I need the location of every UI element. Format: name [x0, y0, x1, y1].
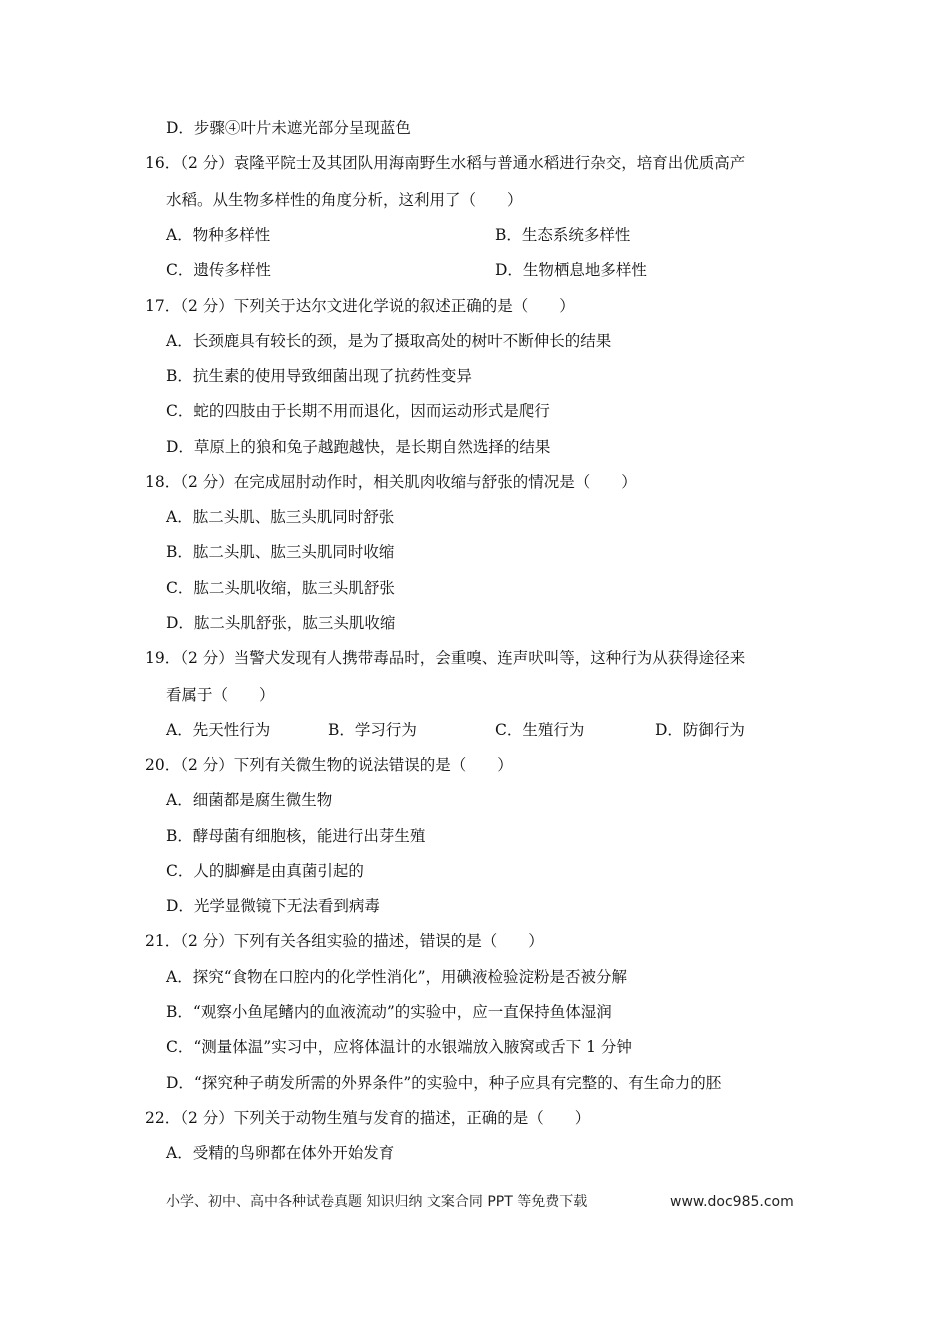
option-20-a: A．细菌都是腐生微生物: [166, 791, 333, 809]
option-19-c: C．生殖行为: [495, 721, 585, 739]
question-20-stem: 20．（2 分）下列有关微生物的说法错误的是（ ）: [145, 756, 513, 774]
option-19-a: A．先天性行为: [166, 721, 271, 739]
option-16-b: B．生态系统多样性: [495, 226, 631, 244]
option-17-a: A．长颈鹿具有较长的颈，是为了摄取高处的树叶不断伸长的结果: [166, 332, 612, 350]
question-22-stem: 22．（2 分）下列关于动物生殖与发育的描述，正确的是（ ）: [145, 1109, 591, 1127]
question-21-stem: 21．（2 分）下列有关各组实验的描述，错误的是（ ）: [145, 932, 544, 950]
option-20-b: B．酵母菌有细胞核，能进行出芽生殖: [166, 827, 426, 845]
option-16-a: A．物种多样性: [166, 226, 271, 244]
option-19-d: D．防御行为: [655, 721, 745, 739]
option-21-b: B．“观察小鱼尾鳍内的血液流动”的实验中，应一直保持鱼体湿润: [166, 1003, 612, 1021]
footer-url[interactable]: www.doc985.com: [670, 1194, 794, 1210]
option-20-c: C．人的脚癣是由真菌引起的: [166, 862, 364, 880]
option-18-b: B．肱二头肌、肱三头肌同时收缩: [166, 543, 395, 561]
question-18-stem: 18．（2 分）在完成屈肘动作时，相关肌肉收缩与舒张的情况是（ ）: [145, 473, 637, 491]
option-16-d: D．生物栖息地多样性: [495, 261, 647, 279]
option-20-d: D．光学显微镜下无法看到病毒: [166, 897, 380, 915]
question-19-stem-line1: 19．（2 分）当警犬发现有人携带毒品时，会重嗅、连声吠叫等，这种行为从获得途径来: [145, 649, 746, 667]
option-15-d: D．步骤④叶片未遮光部分呈现蓝色: [166, 119, 411, 137]
option-21-a: A．探究“食物在口腔内的化学性消化”，用碘液检验淀粉是否被分解: [166, 968, 628, 986]
option-17-c: C．蛇的四肢由于长期不用而退化，因而运动形式是爬行: [166, 402, 550, 420]
question-19-stem-line2: 看属于（ ）: [166, 686, 275, 704]
option-22-a: A．受精的鸟卵都在体外开始发育: [166, 1144, 395, 1162]
option-21-d: D．“探究种子萌发所需的外界条件”的实验中，种子应具有完整的、有生命力的胚: [166, 1074, 722, 1092]
option-18-a: A．肱二头肌、肱三头肌同时舒张: [166, 508, 395, 526]
option-21-c: C．“测量体温”实习中，应将体温计的水银端放入腋窝或舌下 1 分钟: [166, 1038, 632, 1056]
question-16-stem-line1: 16．（2 分）袁隆平院士及其团队用海南野生水稻与普通水稻进行杂交，培育出优质高产: [145, 154, 746, 172]
option-18-d: D．肱二头肌舒张，肱三头肌收缩: [166, 614, 396, 632]
question-17-stem: 17．（2 分）下列关于达尔文进化学说的叙述正确的是（ ）: [145, 297, 575, 315]
option-18-c: C．肱二头肌收缩，肱三头肌舒张: [166, 579, 395, 597]
option-16-c: C．遗传多样性: [166, 261, 271, 279]
option-17-d: D．草原上的狼和兔子越跑越快，是长期自然选择的结果: [166, 438, 551, 456]
question-16-stem-line2: 水稻。从生物多样性的角度分析，这利用了（ ）: [166, 191, 523, 209]
option-19-b: B．学习行为: [328, 721, 417, 739]
footer-text: 小学、初中、高中各种试卷真题 知识归纳 文案合同 PPT 等免费下载: [166, 1194, 588, 1210]
option-17-b: B．抗生素的使用导致细菌出现了抗药性变异: [166, 367, 472, 385]
